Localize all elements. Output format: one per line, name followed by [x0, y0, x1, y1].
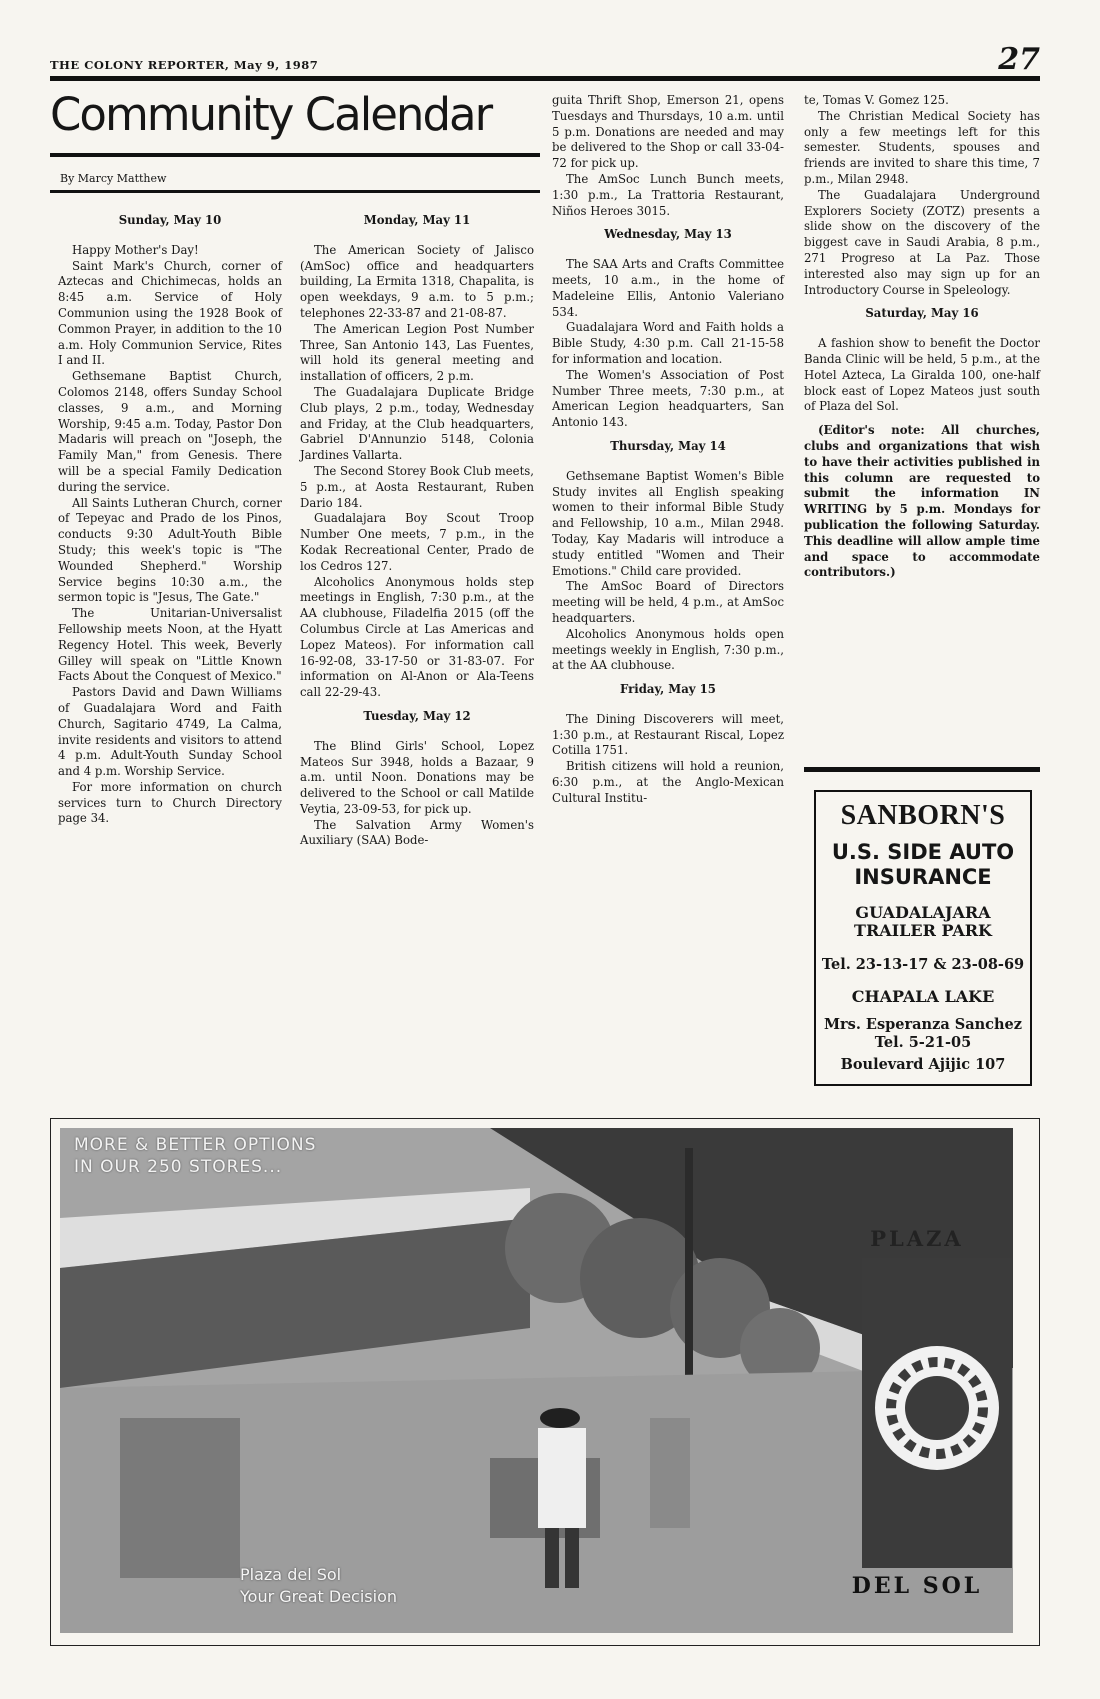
ad-park-line: TRAILER PARK	[854, 921, 992, 940]
column-2	[300, 213, 534, 849]
paragraph: Gethsemane Baptist Church, Colomos 2148, offers Sunday School classes, 9 a.m., and Morning Worship, 9:45 a.m. Today, Pastor Don Madaris will preach on "Joseph, the Family Man," from Genesis. There will be a special Family Dedication during the service.	[58, 369, 282, 494]
day-heading-sunday: Sunday, May 10	[118, 213, 222, 227]
day-heading-monday: Monday, May 11	[363, 213, 471, 227]
ad-headline-line: MORE & BETTER OPTIONS	[74, 1135, 317, 1155]
sun-center	[905, 1376, 969, 1440]
ad-brand: SANBORN'S	[840, 800, 1006, 831]
publication-line: THE COLONY REPORTER, May 9, 1987	[50, 58, 319, 72]
paragraph: The American Legion Post Number Three, San Antonio 143, Las Fuentes, will hold its general meeting and installation of officers, 2 p.m.	[300, 321, 534, 384]
editors-note-text: (Editor's note: All churches, clubs and organizations that wish to have their activities published in this column are requested to submit the information IN WRITING by 5 p.m. Mondays for publication the following Saturday. This deadline will allow ample time and space to accommodate contributors.)	[804, 423, 1040, 580]
paragraph: Guadalajara Word and Faith holds a Bible Study, 4:30 p.m. Call 21-15-58 for information and location.	[552, 320, 784, 366]
paragraph: The Blind Girls' School, Lopez Mateos Sur 3948, holds a Bazaar, 9 a.m. until Noon. Donations may be delivered to the School or call Matilde Veytia, 23-09-53, for pick up.	[300, 738, 534, 816]
paragraph: Saint Mark's Church, corner of Aztecas and Chichimecas, holds an 8:45 a.m. Service of Holy Communion using the 1928 Book of Common Prayer, in addition to the 10 a.m. Holy Communion Service, Rites I and II.	[58, 258, 282, 368]
paragraph-continued: te, Tomas V. Gomez 125.	[804, 93, 949, 107]
paragraph: The AmSoc Lunch Bunch meets, 1:30 p.m., La Trattoria Restaurant, Niños Heroes 3015.	[552, 171, 784, 218]
sun-logo-icon	[862, 1258, 1012, 1568]
page-title: Community Calendar	[50, 88, 492, 141]
ad-line: U.S. SIDE AUTO	[831, 840, 1015, 864]
paragraph: Guadalajara Boy Scout Troop Number One meets, 7 p.m., in the Kodak Recreational Center, Prado de los Cedros 127.	[300, 511, 534, 573]
editors-note	[804, 423, 1040, 581]
bench-area	[120, 1418, 240, 1578]
day-heading-thursday: Thursday, May 14	[610, 438, 726, 453]
byline: By Marcy Matthew	[60, 172, 167, 185]
paragraph: The Women's Association of Post Number Three meets, 7:30 p.m., at American Legion headquarters, San Antonio 143.	[552, 367, 784, 430]
paragraph: Gethsemane Baptist Women's Bible Study invites all English speaking women to their informal Bible Study and Fellowship, 10 a.m., Milan 2948. Today, Kay Madaris will introduce a study entitled "Women and Their Emotions." Child care provided.	[552, 468, 784, 578]
byline-rule	[50, 190, 540, 193]
ad-contact-name: Mrs. Esperanza Sanchez	[823, 1016, 1023, 1033]
paragraph: The Guadalajara Underground Explorers Society (ZOTZ) presents a slide show on the discovery of the biggest cave in Saudi Arabia, 8 p.m., 271 Progreso at La Paz. Those interested also may sign up for an Introductory Course in Speleology.	[804, 187, 1040, 297]
person-figure	[650, 1418, 690, 1528]
plaza-del-sol-photo	[60, 1128, 1013, 1633]
plaza-del-sol-logo	[862, 1258, 1012, 1568]
paragraph: For more information on church services turn to Church Directory page 34.	[58, 779, 282, 826]
day-heading-wednesday: Wednesday, May 13	[604, 227, 732, 242]
paragraph: Alcoholics Anonymous holds step meetings in English, 7:30 p.m., at the AA clubhouse, Filadelfia 2015 (off the Columbus Circle at Las Americas and Lopez Mateos). For information call 16-92-08, 33-17-50 or 31-83-07. For information on Al-Anon or Ala-Teens call 22-29-43.	[300, 574, 534, 700]
ad-phone: Tel. 23-13-17 & 23-08-69	[821, 956, 1025, 973]
ad-caption	[240, 1564, 397, 1608]
ad-park-line: GUADALAJARA	[855, 903, 991, 922]
day-heading-friday: Friday, May 15	[620, 682, 716, 697]
paragraph-continued: guita Thrift Shop, Emerson 21, opens Tuesdays and Thursdays, 10 a.m. until 5 p.m. Donations are needed and may be delivered to the Shop or call 33-04-72 for pick up.	[552, 93, 784, 171]
day-heading-tuesday: Tuesday, May 12	[363, 708, 471, 723]
masthead	[50, 42, 1040, 81]
paragraph: The AmSoc Board of Directors meeting will be held, 4 p.m., at AmSoc headquarters.	[552, 579, 784, 625]
logo-word-bottom: DEL SOL	[851, 1573, 983, 1599]
column-4	[804, 93, 1040, 581]
paragraph: The Christian Medical Society has only a few meetings left for this semester. Students, spouses and friends are invited to share this time, 7 p.m., Milan 2948.	[804, 108, 1040, 186]
person-head	[540, 1408, 580, 1428]
title-rule	[50, 153, 540, 157]
day-heading-saturday: Saturday, May 16	[865, 306, 979, 321]
paragraph: Alcoholics Anonymous holds open meetings weekly in English, 7:30 p.m., at the AA clubhouse.	[552, 626, 784, 673]
ad-headline	[74, 1134, 316, 1178]
column-rule	[804, 767, 1040, 772]
paragraph: Happy Mother's Day!	[72, 242, 199, 257]
paragraph: The Guadalajara Duplicate Bridge Club plays, 2 p.m., today, Wednesday and Friday, at the Club headquarters, Gabriel D'Annunzio 5148, Colonia Jardines Vallarta.	[300, 384, 534, 463]
ad-caption-line: Plaza del Sol	[240, 1565, 342, 1584]
column-1	[58, 213, 282, 827]
person-leg	[565, 1528, 579, 1588]
paragraph: The SAA Arts and Crafts Committee meets, 10 a.m., in the home of Madeleine Ellis, Antonio Valeriano 534.	[552, 257, 784, 319]
ad-line: INSURANCE	[854, 865, 992, 889]
paragraph: The American Society of Jalisco (AmSoc) office and headquarters building, La Ermita 1318, Chapalita, is open weekdays, 9 a.m. to 5 p.m.; telephones 22-33-87 and 21-08-87.	[300, 242, 534, 320]
paragraph: The Dining Discoverers will meet, 1:30 p.m., at Restaurant Riscal, Lopez Cotilla 1751.	[552, 711, 784, 758]
paragraph: Pastors David and Dawn Williams of Guadalajara Word and Faith Church, Sagitario 4749, La Calma, invite residents and visitors to attend 4 p.m. Adult-Youth Sunday School and 4 p.m. Worship Service.	[58, 685, 282, 779]
logo-word-top: PLAZA	[870, 1226, 964, 1251]
ad-headline-line: IN OUR 250 STORES...	[74, 1157, 283, 1177]
person-leg	[545, 1528, 559, 1588]
paragraph: British citizens will hold a reunion, 6:30 p.m., at the Anglo-Mexican Cultural Institu-	[552, 759, 784, 805]
paragraph: The Second Storey Book Club meets, 5 p.m., at Aosta Restaurant, Ruben Dario 184.	[300, 463, 534, 510]
paragraph: The Unitarian-Universalist Fellowship meets Noon, at the Hyatt Regency Hotel. This week, Beverly Gilley will speak on "Little Known Facts About the Conquest of Mexico."	[58, 606, 282, 684]
person-body	[538, 1428, 586, 1528]
ad-location: CHAPALA LAKE	[851, 987, 995, 1006]
paragraph: All Saints Lutheran Church, corner of Tepeyac and Prado de los Pinos, conducts 9:30 Adult-Youth Bible Study; this week's topic is "The Wounded Shepherd." Worship Service begins 10:30 a.m., the sermon topic is "Jesus, The Gate."	[58, 495, 282, 605]
ad-address: Boulevard Ajijic 107	[840, 1056, 1006, 1073]
ad-contact-phone: Tel. 5-21-05	[874, 1034, 972, 1051]
page-number: 27	[998, 42, 1040, 77]
paragraph: A fashion show to benefit the Doctor Banda Clinic will be held, 5 p.m., at the Hotel Azteca, La Giralda 100, one-half block east of Lopez Mateos just south of Plaza del Sol.	[804, 336, 1040, 414]
paragraph: The Salvation Army Women's Auxiliary (SAA) Bode-	[300, 817, 534, 848]
column-3	[552, 93, 784, 807]
sanborns-ad	[814, 790, 1032, 1086]
ad-caption-line: Your Great Decision	[240, 1587, 397, 1606]
